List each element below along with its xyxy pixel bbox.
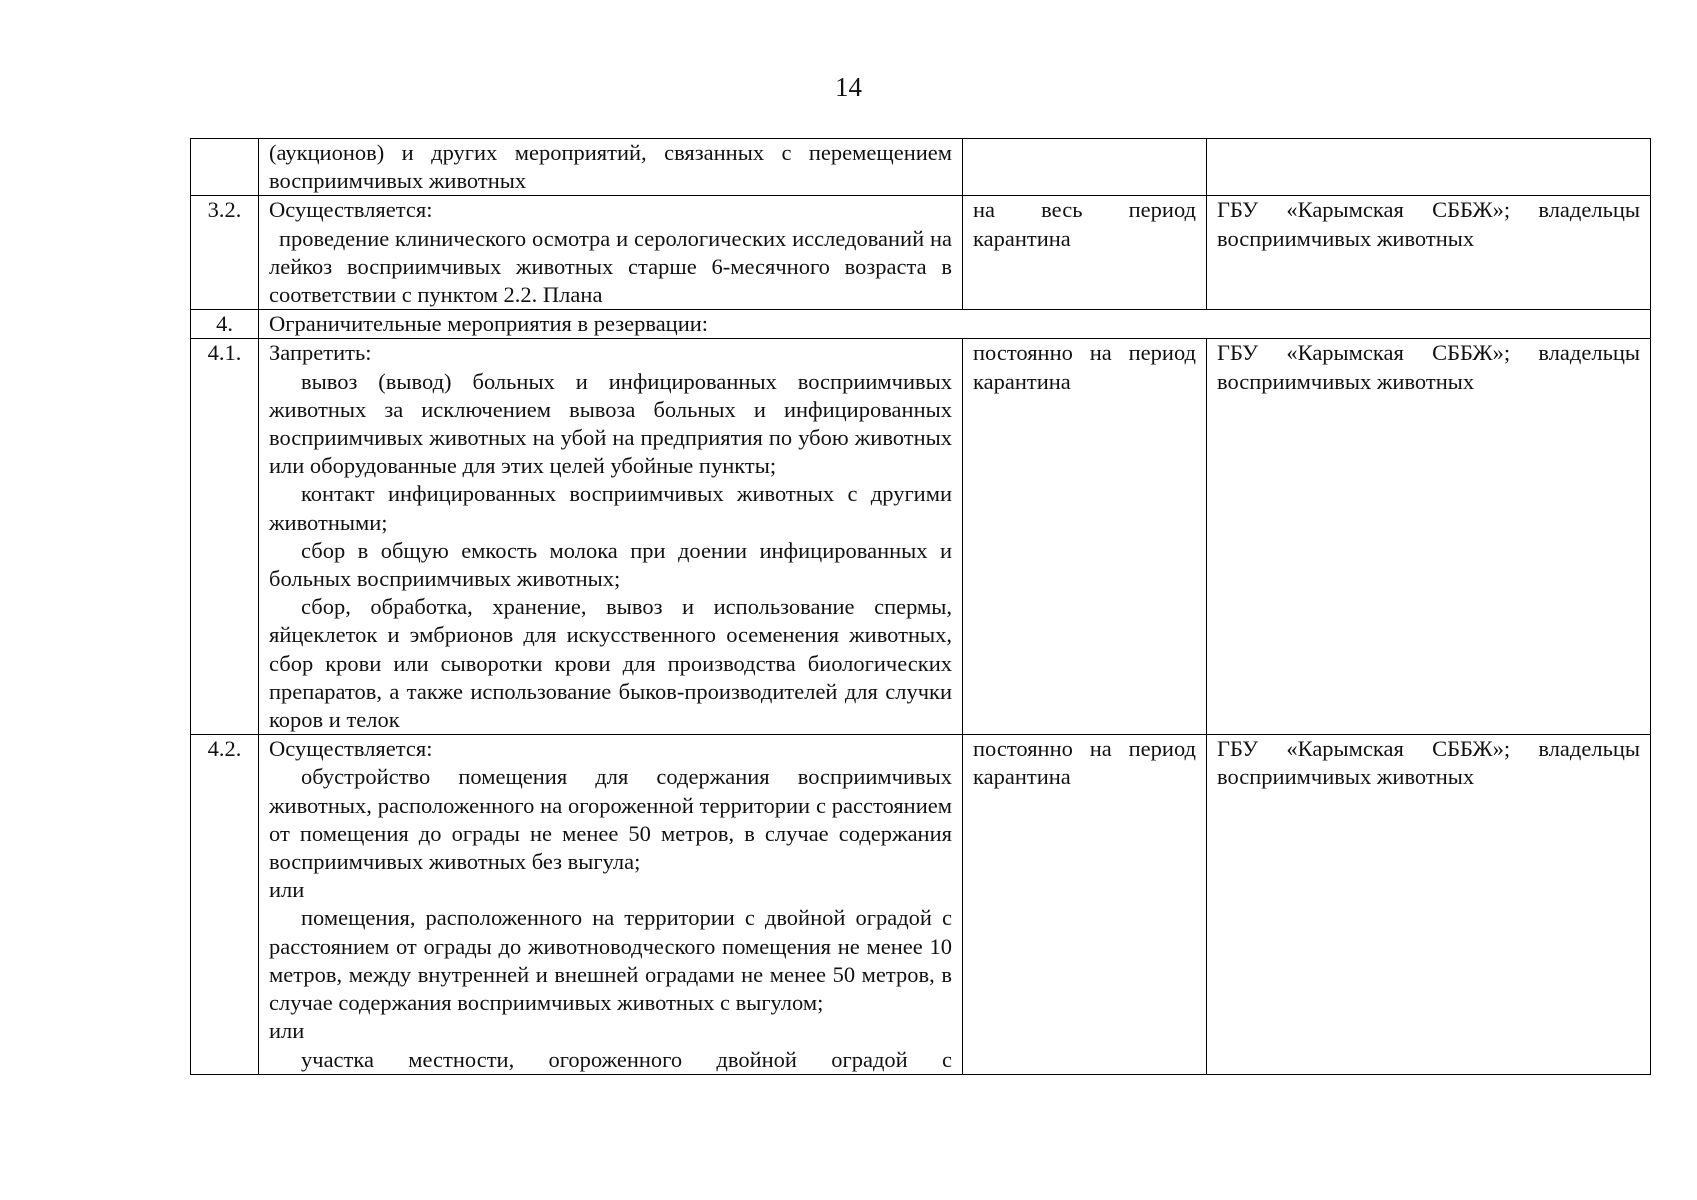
row-term: постоянно на период карантина (963, 735, 1207, 1074)
page-number: 14 (835, 72, 862, 102)
row-number: 4.1. (191, 339, 259, 735)
row-number: 4. (191, 310, 259, 339)
row-term: постоянно на период карантина (963, 339, 1207, 735)
row-action (259, 139, 963, 196)
row-action (259, 196, 963, 310)
row-number: 3.2. (191, 196, 259, 310)
row-responsible: ГБУ «Карымская СББЖ»; владельцы восприимчивых животных (1207, 735, 1651, 1074)
action-paragraph: участка местности, огороженного двойной оградой с (301, 1046, 952, 1072)
action-heading: Запретить: (269, 340, 372, 366)
section-heading (259, 310, 1651, 339)
action-paragraph: контакт инфицированных восприимчивых животных с другими животными; (269, 481, 952, 535)
table-row (191, 339, 1651, 735)
action-paragraph: проведение клинического осмотра и серологических исследований на лейкоз восприимчивых животных старше 6-месячного возраста в соответствии с пунктом 2.2. Плана (269, 225, 952, 308)
action-paragraph: обустройство помещения для содержания восприимчивых животных, расположенного на огороженной территории с расстоянием от помещения до ограды не менее 50 метров, в случае содержания восприимчивых животных без выгула; (269, 764, 952, 875)
section-heading-text: Ограничительные мероприятия в резервации: (269, 311, 709, 337)
row-number (191, 139, 259, 196)
or-word: или (269, 877, 305, 903)
action-paragraph: сбор, обработка, хранение, вывоз и использование спермы, яйцеклеток и эмбрионов для искусственного осеменения животных, сбор крови или сыворотки крови для производства биологических препаратов, а также использование быков-производителей для случки коров и телок (269, 594, 952, 733)
row-responsible: ГБУ «Карымская СББЖ»; владельцы восприимчивых животных (1207, 196, 1651, 310)
row-responsible: ГБУ «Карымская СББЖ»; владельцы восприимчивых животных (1207, 339, 1651, 735)
action-paragraph: (аукционов) и других мероприятий, связанных с перемещением восприимчивых животных (269, 140, 952, 194)
action-paragraph: вывоз (вывод) больных и инфицированных восприимчивых животных за исключением вывоза больных и инфицированных восприимчивых животных на убой на предприятия по убою животных или оборудованные для этих целей убойные пункты; (269, 368, 952, 479)
measures-table (190, 138, 1651, 1075)
table-row (191, 735, 1651, 1074)
row-action (259, 339, 963, 735)
action-heading: Осуществляется: (269, 736, 433, 762)
or-word: или (269, 1018, 305, 1044)
row-term (963, 139, 1207, 196)
row-number: 4.2. (191, 735, 259, 1074)
action-heading: Осуществляется: (269, 197, 433, 223)
row-action (259, 735, 963, 1074)
row-term: на весь период карантина (963, 196, 1207, 310)
table-row (191, 139, 1651, 196)
row-responsible (1207, 139, 1651, 196)
table-row-section (191, 310, 1651, 339)
table-row (191, 196, 1651, 310)
action-paragraph: помещения, расположенного на территории с двойной оградой с расстоянием от ограды до животноводческого помещения не менее 10 метров, между внутренней и внешней оградами не менее 50 метров, в случае содержания восприимчивых животных с выгулом; (269, 905, 952, 1016)
action-paragraph: сбор в общую емкость молока при доении инфицированных и больных восприимчивых животных; (269, 537, 952, 592)
